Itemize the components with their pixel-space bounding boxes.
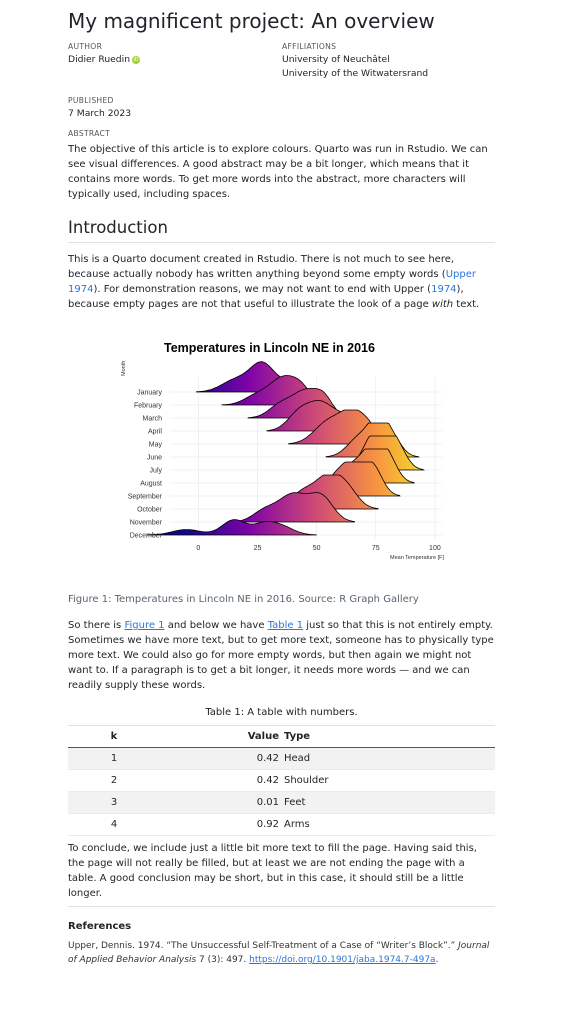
orcid-icon[interactable]: iD xyxy=(133,57,139,63)
cell-k: 1 xyxy=(68,748,160,770)
y-tick-label-october: October xyxy=(137,506,162,514)
x-tick-label: 50 xyxy=(312,545,321,552)
chart-x-tick-labels xyxy=(196,545,440,552)
para2-text-2: and below we have xyxy=(164,620,268,631)
y-tick-label-september: September xyxy=(127,493,162,501)
ridgeline-chart xyxy=(110,335,455,565)
y-tick-label-january: January xyxy=(137,389,162,397)
affiliations-label: AFFILIATIONS xyxy=(282,42,337,51)
intro-paragraph xyxy=(68,252,495,312)
y-tick-label-april: April xyxy=(147,428,162,436)
para2-text-1: So there is xyxy=(68,620,125,631)
author-name-text: Didier Ruedin xyxy=(68,54,131,65)
intro-text-4: text. xyxy=(453,299,480,310)
y-tick-label-december: December xyxy=(129,532,162,540)
chart-y-tick-labels xyxy=(128,390,163,540)
x-tick-label: 75 xyxy=(371,545,380,552)
reference-entry xyxy=(68,939,498,967)
intro-text-2: ). For demonstration reasons, we may not want to end with Upper ( xyxy=(93,284,432,295)
chart-title: Temperatures in Lincoln NE in 2016 xyxy=(164,341,375,355)
y-tick-label-june: June xyxy=(146,454,162,462)
references-divider xyxy=(68,906,495,907)
published-label: PUBLISHED xyxy=(68,96,114,105)
table-caption: Table 1: A table with numbers. xyxy=(205,707,358,718)
chart-x-axis-label: Mean Temperature [F] xyxy=(390,555,445,561)
citation-link-upper-1974[interactable]: Upper 1974 xyxy=(68,269,476,295)
cell-type: Head xyxy=(283,748,495,770)
table-header-row xyxy=(68,726,495,748)
conclusion-paragraph: To conclude, we include just a little bit more text to fill the page. Having said this, the page will not really be filled, but at least we are not ending the page with a table. A good conclusion may be short, but in this case, it should still be a little longer. xyxy=(68,843,477,899)
section-heading-introduction: Introduction xyxy=(68,218,168,237)
para2-text-3: just so that this is not entirely empty. Sometimes we have more text, but to get more text, someone has to physically type more text. We could also go for more empty words, but then again we might not want to. If a paragraph is to get a bit longer, it needs more words — and we can readily supply these words. xyxy=(68,620,494,691)
intro-text-1: This is a Quarto document created in Rstudio. There is not much to see here, because actually nobody has written anything beyond some empty words ( xyxy=(68,254,455,280)
x-tick-label: 25 xyxy=(253,545,262,552)
cell-k: 4 xyxy=(68,814,160,836)
y-tick-label-august: August xyxy=(140,480,162,488)
column-header-k: k xyxy=(68,726,160,748)
heading-divider xyxy=(68,242,495,243)
y-tick-label-november: November xyxy=(129,519,162,527)
citation-link-1974[interactable]: 1974 xyxy=(431,284,457,295)
page-title: My magnificent project: An overview xyxy=(68,9,435,33)
reference-text-2: 7 (3): 497. xyxy=(196,955,250,965)
intro-emphasis: with xyxy=(431,299,454,310)
affiliation-1: University of Neuchâtel xyxy=(282,54,390,65)
cell-type: Arms xyxy=(283,814,495,836)
abstract-label: ABSTRACT xyxy=(68,129,111,138)
table-1-link[interactable]: Table 1 xyxy=(267,620,304,631)
cell-type: Shoulder xyxy=(283,770,495,792)
figure-caption: Figure 1: Temperatures in Lincoln NE in 2016. Source: R Graph Gallery xyxy=(68,594,419,605)
cell-value: 0.42 xyxy=(160,748,283,770)
doi-link[interactable]: https://doi.org/10.1901/jaba.1974.7-497a xyxy=(249,955,436,965)
table-row xyxy=(68,792,495,814)
y-tick-label-february: February xyxy=(133,402,162,410)
author-label: AUTHOR xyxy=(68,42,103,51)
reference-journal: Journal of Applied Behavior Analysis xyxy=(68,941,490,965)
affiliation-2: University of the Witwatersrand xyxy=(282,68,429,79)
author-name xyxy=(68,54,140,65)
table-row xyxy=(68,814,495,836)
column-header-value: Value xyxy=(160,726,283,748)
x-tick-label: 100 xyxy=(429,545,441,552)
intro-text-3: ), because empty pages are not that useful to illustrate the look of a page xyxy=(68,284,464,310)
cell-k: 3 xyxy=(68,792,160,814)
body-paragraph xyxy=(68,618,495,693)
cell-value: 0.01 xyxy=(160,792,283,814)
cell-k: 2 xyxy=(68,770,160,792)
table-row xyxy=(68,748,495,770)
reference-text-1: Upper, Dennis. 1974. “The Unsuccessful Self-Treatment of a Case of “Writer’s Block”.” xyxy=(68,941,459,951)
column-header-type: Type xyxy=(283,726,495,748)
cell-type: Feet xyxy=(283,792,495,814)
cell-value: 0.42 xyxy=(160,770,283,792)
abstract-text: The objective of this article is to explore colours. Quarto was run in Rstudio. We can see visual differences. A good abstract may be a bit longer, which means that it contains more words. To get more words into the abstract, more characters will typically used, including spaces. xyxy=(68,144,488,200)
y-tick-label-may: May xyxy=(148,441,162,449)
y-tick-label-march: March xyxy=(142,415,162,423)
numbers-table xyxy=(68,725,495,836)
published-date: 7 March 2023 xyxy=(68,108,132,119)
references-heading: References xyxy=(68,921,132,932)
figure-1-link[interactable]: Figure 1 xyxy=(124,620,165,631)
table-row xyxy=(68,770,495,792)
y-tick-label-july: July xyxy=(149,467,162,475)
x-tick-label: 0 xyxy=(196,545,201,552)
reference-text-3: . xyxy=(435,955,439,965)
chart-y-axis-label: Month xyxy=(121,360,127,376)
cell-value: 0.92 xyxy=(160,814,283,836)
